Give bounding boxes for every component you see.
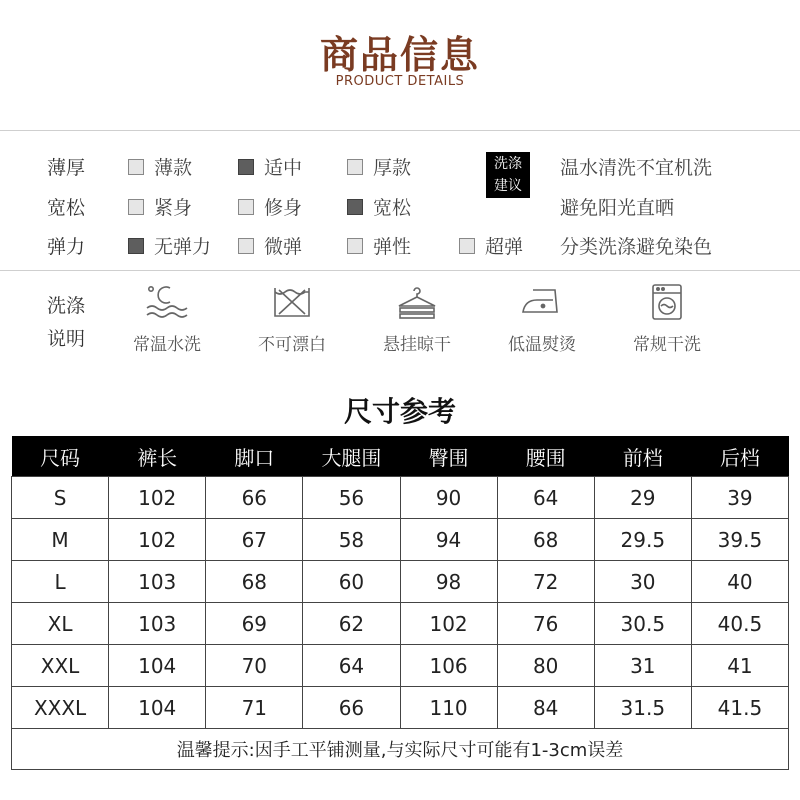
divider xyxy=(0,130,800,131)
table-cell: 30 xyxy=(594,561,691,603)
care-item-dry-clean xyxy=(602,284,732,355)
option-medium xyxy=(238,153,302,180)
table-cell: 41.5 xyxy=(691,687,788,729)
column-header: 脚口 xyxy=(206,436,303,477)
option-super-stretch xyxy=(459,232,523,259)
care-item-label: 常规干洗 xyxy=(633,335,701,355)
wash-badge-line: 建议 xyxy=(494,178,522,194)
option-slim xyxy=(238,193,302,220)
table-cell: 39.5 xyxy=(691,519,788,561)
table-cell: L xyxy=(12,561,109,603)
dry-clean-icon xyxy=(644,284,690,320)
table-cell: 40 xyxy=(691,561,788,603)
table-cell: 70 xyxy=(206,645,303,687)
table-header-row xyxy=(12,436,789,477)
page-title: 商品信息 xyxy=(319,33,480,77)
table-cell: 64 xyxy=(303,645,400,687)
checkbox-icon xyxy=(238,199,254,215)
table-cell: 62 xyxy=(303,603,400,645)
table-cell: 66 xyxy=(303,687,400,729)
table-cell: XL xyxy=(12,603,109,645)
table-row xyxy=(12,561,789,603)
checkbox-icon xyxy=(347,238,363,254)
table-row xyxy=(12,477,789,519)
column-header: 前档 xyxy=(594,436,691,477)
table-cell: 66 xyxy=(206,477,303,519)
wash-advice-badge xyxy=(486,152,530,198)
warm-water-wash-icon xyxy=(144,284,190,320)
option-label: 无弹力 xyxy=(154,236,212,258)
table-cell: 98 xyxy=(400,561,497,603)
column-header: 臀围 xyxy=(400,436,497,477)
care-item-label: 不可漂白 xyxy=(258,335,326,355)
option-thin xyxy=(128,153,192,180)
care-item-warm-wash xyxy=(102,284,232,355)
table-cell: 104 xyxy=(109,645,206,687)
checked-box-icon xyxy=(238,159,254,175)
table-cell: 84 xyxy=(497,687,594,729)
option-label: 适中 xyxy=(264,157,303,179)
column-header: 大腿围 xyxy=(303,436,400,477)
page-subtitle: PRODUCT DETAILS xyxy=(335,74,465,89)
attr-label-elasticity: 弹力 xyxy=(47,236,86,258)
size-table xyxy=(11,436,789,770)
table-cell: S xyxy=(12,477,109,519)
option-label: 修身 xyxy=(264,197,303,219)
option-label: 紧身 xyxy=(154,197,193,219)
care-label-line: 洗涤 xyxy=(47,295,86,317)
option-loose xyxy=(347,193,411,220)
table-cell: 29 xyxy=(594,477,691,519)
table-cell: 94 xyxy=(400,519,497,561)
table-cell: 103 xyxy=(109,561,206,603)
table-cell: 60 xyxy=(303,561,400,603)
table-cell: 110 xyxy=(400,687,497,729)
table-cell: 67 xyxy=(206,519,303,561)
table-cell: 68 xyxy=(497,519,594,561)
no-bleach-icon xyxy=(269,284,315,320)
table-cell: 31.5 xyxy=(594,687,691,729)
checkbox-icon xyxy=(128,159,144,175)
option-label: 超弹 xyxy=(485,236,524,258)
table-cell: 103 xyxy=(109,603,206,645)
checkbox-icon xyxy=(459,238,475,254)
attr-label-fit: 宽松 xyxy=(47,197,86,219)
option-slight-stretch xyxy=(238,232,302,259)
table-row xyxy=(12,519,789,561)
table-cell: 41 xyxy=(691,645,788,687)
option-label: 厚款 xyxy=(373,157,412,179)
table-row xyxy=(12,603,789,645)
table-cell: 68 xyxy=(206,561,303,603)
divider xyxy=(0,270,800,271)
table-cell: XXXL xyxy=(12,687,109,729)
care-item-label: 低温熨烫 xyxy=(508,335,576,355)
table-cell: M xyxy=(12,519,109,561)
column-header: 裤长 xyxy=(109,436,206,477)
attr-label-thickness: 薄厚 xyxy=(47,157,86,179)
checked-box-icon xyxy=(128,238,144,254)
wash-badge-line: 洗涤 xyxy=(494,156,522,172)
hang-dry-icon xyxy=(394,284,440,320)
table-note-row xyxy=(12,729,789,770)
care-item-hang-dry xyxy=(352,284,482,355)
care-item-no-bleach xyxy=(227,284,357,355)
table-cell: 76 xyxy=(497,603,594,645)
care-label-line: 说明 xyxy=(47,328,86,350)
wash-advice-line: 避免阳光直晒 xyxy=(560,197,675,219)
table-cell: 30.5 xyxy=(594,603,691,645)
column-header: 尺码 xyxy=(12,436,109,477)
care-item-low-iron xyxy=(477,284,607,355)
table-cell: 71 xyxy=(206,687,303,729)
table-cell: XXL xyxy=(12,645,109,687)
low-temp-iron-icon xyxy=(519,284,565,320)
wash-advice-line: 温水清洗不宜机洗 xyxy=(560,157,713,179)
checkbox-icon xyxy=(128,199,144,215)
wash-advice-line: 分类洗涤避免染色 xyxy=(560,236,713,258)
table-cell: 104 xyxy=(109,687,206,729)
table-cell: 58 xyxy=(303,519,400,561)
table-row xyxy=(12,645,789,687)
column-header: 腰围 xyxy=(497,436,594,477)
table-cell: 56 xyxy=(303,477,400,519)
size-note: 温馨提示:因手工平铺测量,与实际尺寸可能有1-3cm误差 xyxy=(12,729,789,770)
option-thick xyxy=(347,153,411,180)
table-cell: 31 xyxy=(594,645,691,687)
table-cell: 80 xyxy=(497,645,594,687)
table-row xyxy=(12,687,789,729)
option-label: 弹性 xyxy=(373,236,412,258)
table-cell: 102 xyxy=(400,603,497,645)
column-header: 后档 xyxy=(691,436,788,477)
option-label: 微弹 xyxy=(264,236,303,258)
table-cell: 64 xyxy=(497,477,594,519)
table-cell: 72 xyxy=(497,561,594,603)
table-cell: 102 xyxy=(109,477,206,519)
table-cell: 29.5 xyxy=(594,519,691,561)
table-cell: 39 xyxy=(691,477,788,519)
table-cell: 40.5 xyxy=(691,603,788,645)
table-cell: 106 xyxy=(400,645,497,687)
checked-box-icon xyxy=(347,199,363,215)
size-chart-title: 尺寸参考 xyxy=(343,395,456,428)
care-item-label: 悬挂晾干 xyxy=(383,335,451,355)
checkbox-icon xyxy=(347,159,363,175)
table-cell: 90 xyxy=(400,477,497,519)
checkbox-icon xyxy=(238,238,254,254)
option-label: 宽松 xyxy=(373,197,412,219)
care-item-label: 常温水洗 xyxy=(133,335,201,355)
option-stretch xyxy=(347,232,411,259)
option-label: 薄款 xyxy=(154,157,193,179)
option-no-stretch xyxy=(128,232,211,259)
option-tight xyxy=(128,193,192,220)
table-cell: 102 xyxy=(109,519,206,561)
table-cell: 69 xyxy=(206,603,303,645)
care-label xyxy=(47,290,85,356)
